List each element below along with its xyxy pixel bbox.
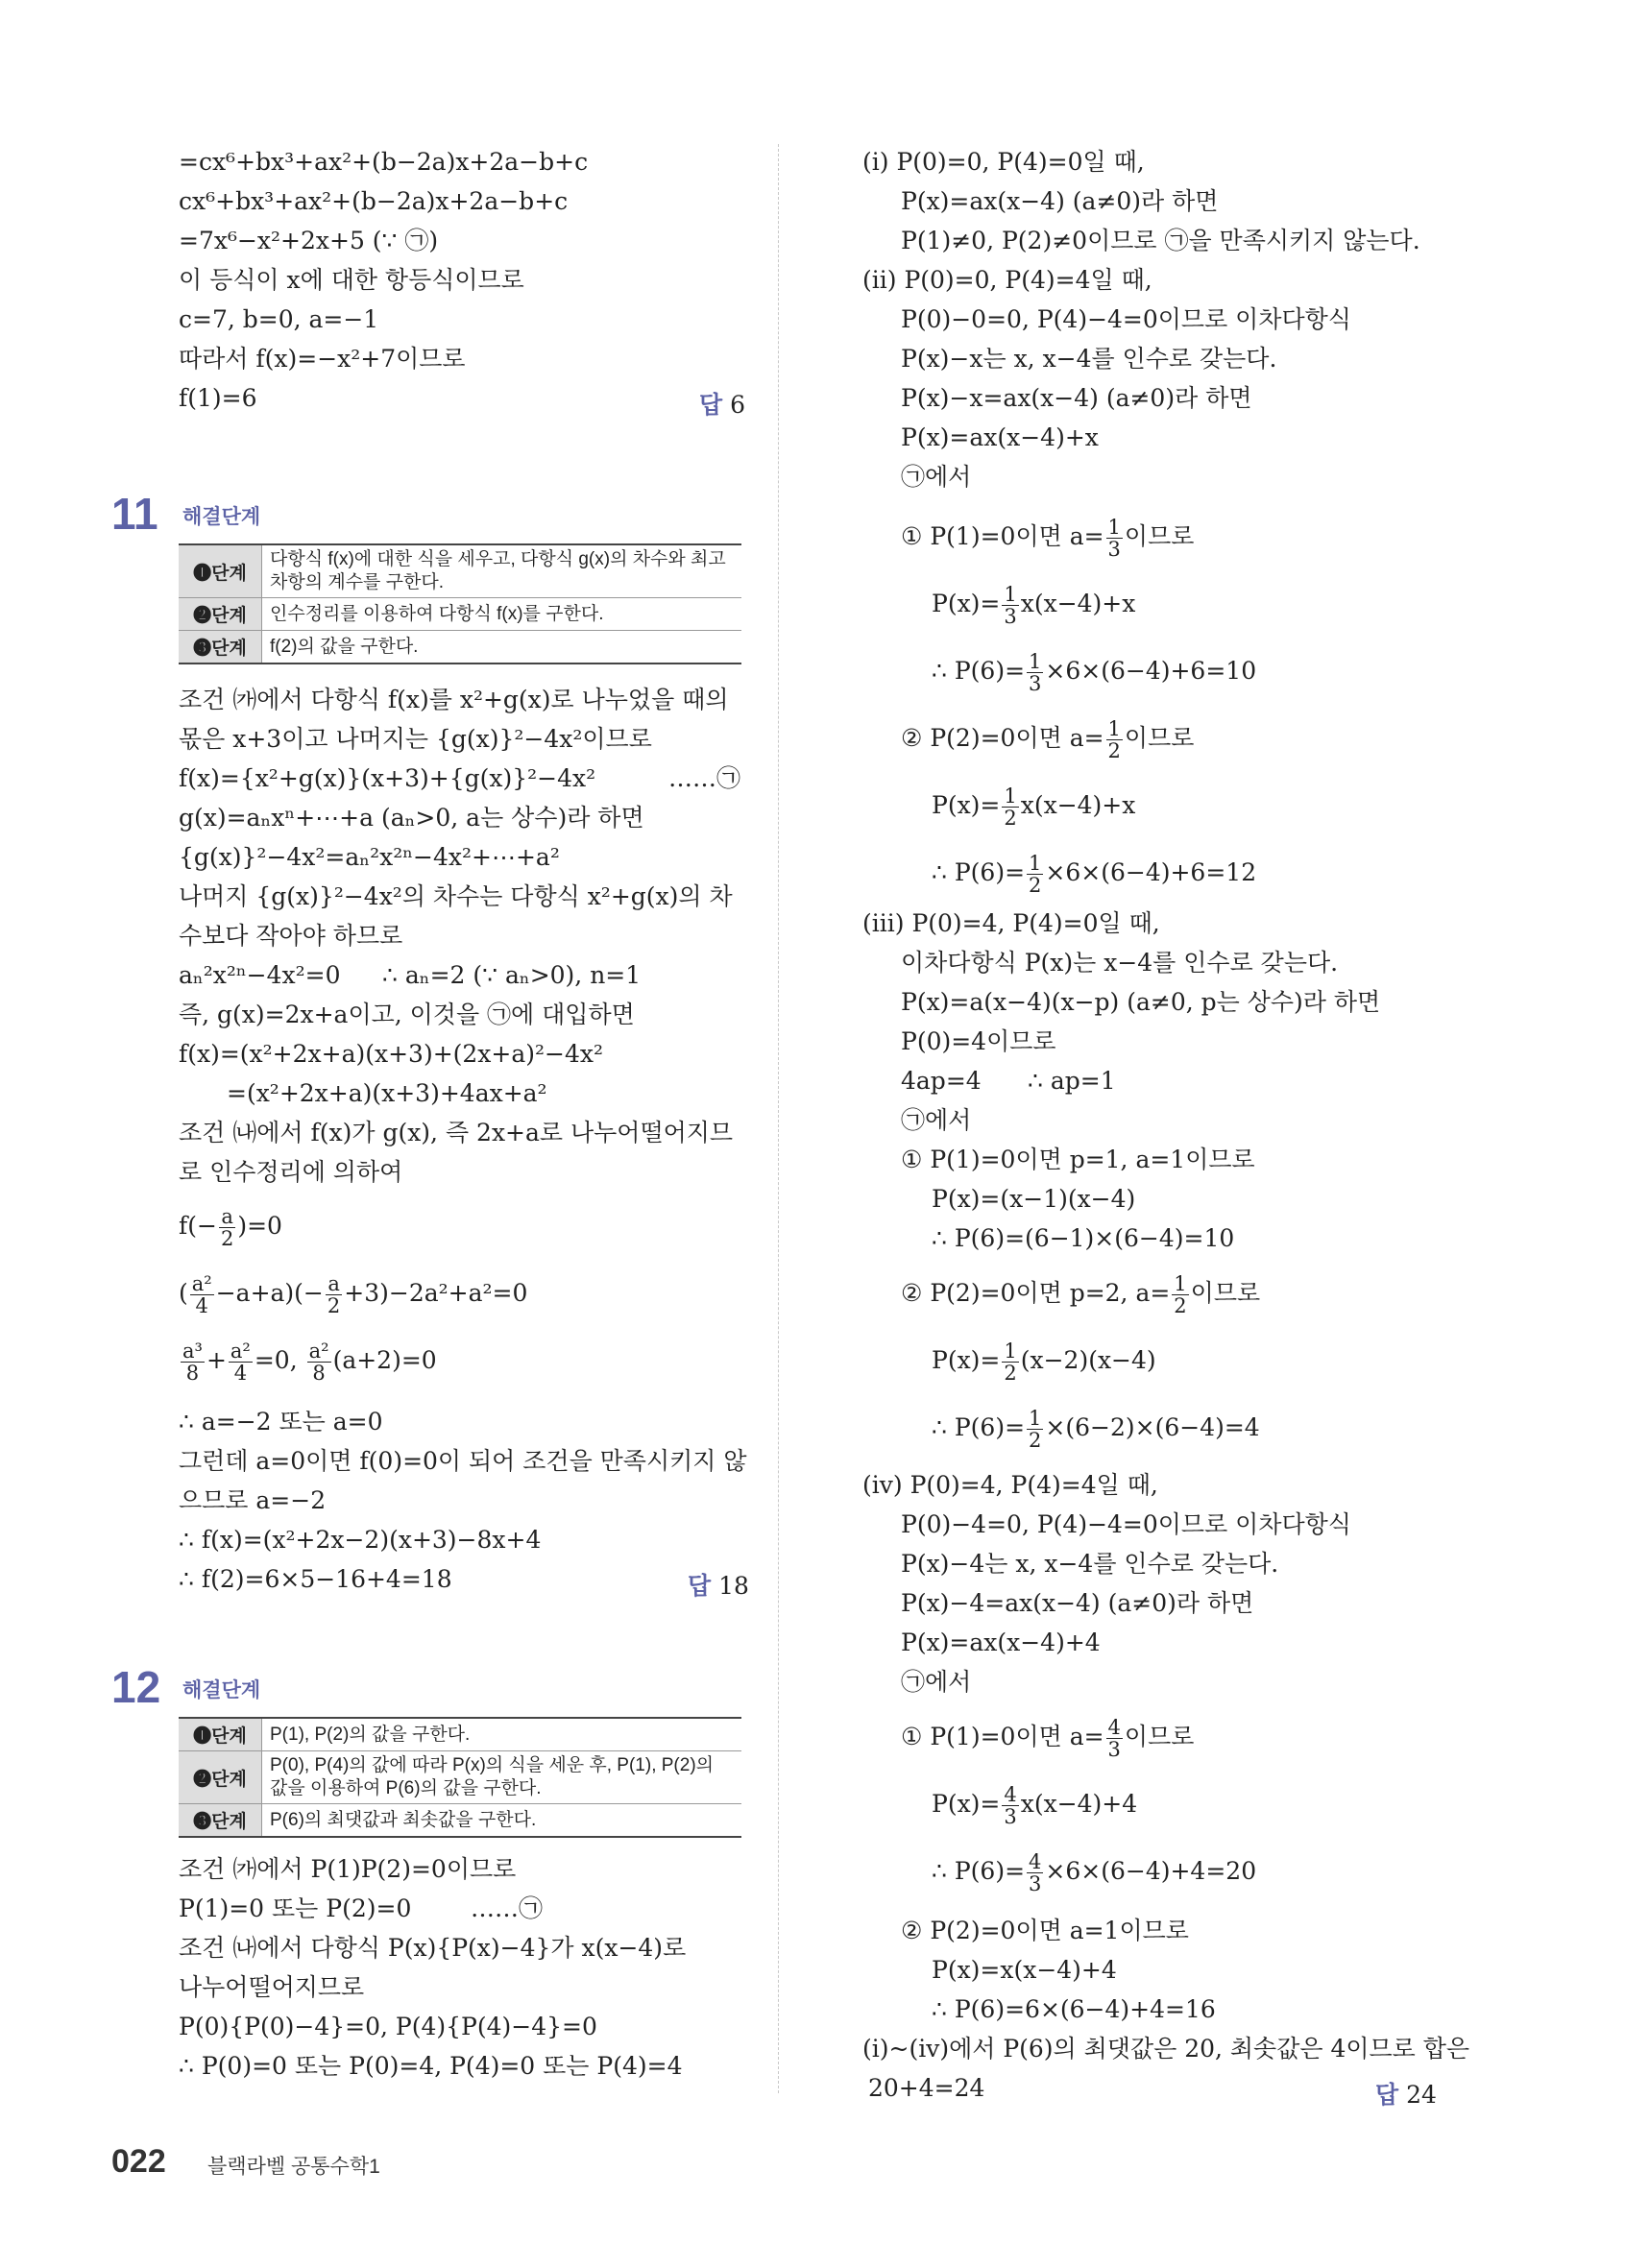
text-line: P(0)=4이므로 <box>901 1027 1056 1055</box>
text-line: ∴ P(6)=(6−1)×(6−4)=10 <box>932 1224 1235 1252</box>
fraction-line: ① P(1)=0이면 a= $\frac{1}{3}$ 이므로 <box>901 516 1195 561</box>
text-line: ∴ f(x)=(x²+2x−2)(x+3)−8x+4 <box>179 1526 542 1554</box>
fraction-line: ∴ P(6)= $\frac{1}{2}$ ×6×(6−4)+6=12 <box>932 852 1257 897</box>
case-heading: (ⅲ) P(0)=4, P(4)=0일 때, <box>862 909 1160 937</box>
text-line: P(0)−0=0, P(4)−4=0이므로 이차다항식 <box>901 305 1351 333</box>
text-line: 로 인수정리에 의하여 <box>179 1158 403 1186</box>
stage-label: ❸단계 <box>179 1804 262 1838</box>
text-line: 조건 ㈎에서 P(1)P(2)=0이므로 <box>179 1855 517 1883</box>
text-line: P(x)−4는 x, x−4를 인수로 갖는다. <box>901 1550 1279 1578</box>
fraction-line: ∴ P(6)= $\frac{1}{3}$ ×6×(6−4)+6=10 <box>932 650 1257 695</box>
stage-label: ❷단계 <box>179 598 262 631</box>
fraction-line: ∴ P(6)= $\frac{1}{2}$ ×(6−2)×(6−4)=4 <box>932 1407 1260 1452</box>
problem-number: 11 <box>111 489 158 539</box>
stage-label: ❸단계 <box>179 631 262 664</box>
text-line: 조건 ㈏에서 다항식 P(x){P(x)−4}가 x(x−4)로 <box>179 1934 687 1962</box>
stage-label: ❷단계 <box>179 1751 262 1804</box>
text-line: 이 등식이 x에 대한 항등식이므로 <box>179 266 524 294</box>
case-heading: (ⅳ) P(0)=4, P(4)=4일 때, <box>862 1471 1158 1499</box>
fraction-equation: f(− $\frac{a}{2}$ )=0 <box>179 1205 282 1250</box>
text-line: P(0){P(0)−4}=0, P(4){P(4)−4}=0 <box>179 2013 597 2040</box>
text-line: =7x⁶−x²+2x+5 (∵ ㉠) <box>179 227 439 254</box>
text-line: 즉, g(x)=2x+a이고, 이것을 ㉠에 대입하면 <box>179 1001 635 1028</box>
text-line: {g(x)}²−4x²=aₙ²x²ⁿ−4x²+⋯+a² <box>179 843 560 871</box>
answer: 답 18 <box>688 1572 749 1600</box>
text-line: cx⁶+bx³+ax²+(b−2a)x+2a−b+c <box>179 187 569 215</box>
text-line: P(x)−x=ax(x−4) (a≠0)라 하면 <box>901 384 1252 412</box>
fraction-line: P(x)= $\frac{1}{2}$ (x−2)(x−4) <box>932 1339 1156 1385</box>
fraction-line: ② P(2)=0이면 p=2, a= $\frac{1}{2}$ 이므로 <box>901 1272 1261 1317</box>
text-line: P(x)=ax(x−4) (a≠0)라 하면 <box>901 187 1219 215</box>
text-line: c=7, b=0, a=−1 <box>179 305 379 333</box>
text-line: ① P(1)=0이면 p=1, a=1이므로 <box>901 1146 1255 1173</box>
text-line: P(x)−x는 x, x−4를 인수로 갖는다. <box>901 345 1277 373</box>
steps-row <box>179 1804 741 1838</box>
stage-label: ❶단계 <box>179 544 262 598</box>
steps-row <box>179 544 741 598</box>
text-line: P(0)−4=0, P(4)−4=0이므로 이차다항식 <box>901 1510 1351 1538</box>
text-line: P(x)=x(x−4)+4 <box>932 1956 1117 1984</box>
text-line: ∴ f(2)=6×5−16+4=18 <box>179 1565 452 1593</box>
text-line: =(x²+2x+a)(x+3)+4ax+a² <box>227 1079 547 1107</box>
text-line: P(x)=ax(x−4)+4 <box>901 1629 1101 1656</box>
answer: 답 6 <box>699 391 746 419</box>
text-line: ㉠에서 <box>901 463 972 491</box>
text-line: P(x)=a(x−4)(x−p) (a≠0, p는 상수)라 하면 <box>901 988 1381 1016</box>
steps-title: 해결단계 <box>182 1679 261 1701</box>
steps-title: 해결단계 <box>182 506 261 528</box>
text-line: =cx⁶+bx³+ax²+(b−2a)x+2a−b+c <box>179 148 589 176</box>
text-line: ② P(2)=0이면 a=1이므로 <box>901 1917 1189 1944</box>
text-line: ∴ aₙ=2 (∵ aₙ>0), n=1 <box>382 961 642 989</box>
text-line: 나누어떨어지므로 <box>179 1973 365 2001</box>
text-line: P(x)−4=ax(x−4) (a≠0)라 하면 <box>901 1589 1254 1617</box>
steps-row <box>179 1751 741 1804</box>
text-line: 따라서 f(x)=−x²+7이므로 <box>179 345 466 373</box>
conclusion-line: 20+4=24 <box>868 2074 985 2102</box>
text-line: 몫은 x+3이고 나머지는 {g(x)}²−4x²이므로 <box>179 725 652 753</box>
fraction-line: ① P(1)=0이면 a= $\frac{4}{3}$ 이므로 <box>901 1716 1195 1761</box>
text-line: f(x)=(x²+2x+a)(x+3)+(2x+a)²−4x² <box>179 1040 604 1068</box>
text-line: ㉠에서 <box>901 1106 972 1134</box>
steps-row <box>179 1718 741 1751</box>
book-title: 블랙라벨 공통수학1 <box>207 2156 380 2178</box>
text-line: aₙ²x²ⁿ−4x²=0 <box>179 961 341 989</box>
text-line: 이차다항식 P(x)는 x−4를 인수로 갖는다. <box>901 949 1339 977</box>
case-heading: (ⅱ) P(0)=0, P(4)=4일 때, <box>862 266 1152 294</box>
text-line: f(1)=6 <box>179 384 257 412</box>
stage-desc: P(1), P(2)의 값을 구한다. <box>262 1718 742 1751</box>
fraction-line: P(x)= $\frac{1}{3}$ x(x−4)+x <box>932 583 1136 628</box>
answer: 답 24 <box>1375 2081 1437 2109</box>
fraction-line: ∴ P(6)= $\frac{4}{3}$ ×6×(6−4)+4=20 <box>932 1850 1257 1895</box>
text-line: 조건 ㈏에서 f(x)가 g(x), 즉 2x+a로 나누어떨어지므 <box>179 1119 734 1146</box>
text-line: f(x)={x²+g(x)}(x+3)+{g(x)}²−4x² <box>179 764 596 792</box>
column-divider <box>778 144 779 2093</box>
text-line: ∴ ap=1 <box>1028 1067 1116 1095</box>
text-line: P(1)≠0, P(2)≠0이므로 ㉠을 만족시키지 않는다. <box>901 227 1420 254</box>
stage-desc: P(0), P(4)의 값에 따라 P(x)의 식을 세운 후, P(1), P(2)의 값을 이용하여 P(6)의 값을 구한다. <box>262 1751 742 1804</box>
stage-desc: P(6)의 최댓값과 최솟값을 구한다. <box>262 1804 742 1838</box>
text-line: 수보다 작아야 하므로 <box>179 922 403 950</box>
stage-desc: 인수정리를 이용하여 다항식 f(x)를 구한다. <box>262 598 742 631</box>
conclusion-line: (ⅰ)~(ⅳ)에서 P(6)의 최댓값은 20, 최솟값은 4이므로 합은 <box>862 2035 1470 2063</box>
text-line: g(x)=aₙxⁿ+⋯+a (aₙ>0, a는 상수)라 하면 <box>179 804 644 832</box>
fraction-line: P(x)= $\frac{4}{3}$ x(x−4)+4 <box>932 1783 1138 1828</box>
fraction-equation: $\frac{\text{a³}}{8}$ + $\frac{\text{a²}}{4}$ =0, $\frac{\text{a²}}{8}$ (a+2)=0 <box>182 1339 437 1385</box>
problem-number: 12 <box>111 1662 161 1712</box>
case-heading: (ⅰ) P(0)=0, P(4)=0일 때, <box>862 148 1145 176</box>
steps-row <box>179 631 741 664</box>
page-number: 022 <box>111 2143 166 2180</box>
equation-marker: ……㉠ <box>668 764 741 792</box>
text-line: ㉠에서 <box>901 1668 972 1696</box>
fraction-equation: ( $\frac{\text{a²}}{4}$ −a+a)(− $\frac{a}{2}$ +3)−2a²+a²=0 <box>179 1272 528 1317</box>
steps-table <box>179 1717 741 1838</box>
stage-label: ❶단계 <box>179 1718 262 1751</box>
text-line: P(1)=0 또는 P(2)=0 <box>179 1894 412 1922</box>
stage-desc: 다항식 f(x)에 대한 식을 세우고, 다항식 g(x)의 차수와 최고차항의 계수를 구한다. <box>262 544 742 598</box>
fraction-line: ② P(2)=0이면 a= $\frac{1}{2}$ 이므로 <box>901 717 1195 762</box>
equation-marker: ……㉠ <box>471 1894 544 1922</box>
text-line: 으므로 a=−2 <box>179 1486 327 1514</box>
text-line: 나머지 {g(x)}²−4x²의 차수는 다항식 x²+g(x)의 차 <box>179 882 733 910</box>
text-line: P(x)=ax(x−4)+x <box>901 423 1099 451</box>
steps-table <box>179 543 741 664</box>
stage-desc: f(2)의 값을 구한다. <box>262 631 742 664</box>
text-line: ∴ P(0)=0 또는 P(0)=4, P(4)=0 또는 P(4)=4 <box>179 2052 683 2080</box>
text-line: ∴ a=−2 또는 a=0 <box>179 1408 383 1436</box>
fraction-line: P(x)= $\frac{1}{2}$ x(x−4)+x <box>932 784 1136 830</box>
text-line: 그런데 a=0이면 f(0)=0이 되어 조건을 만족시키지 않 <box>179 1447 747 1475</box>
steps-row <box>179 598 741 631</box>
text-line: ∴ P(6)=6×(6−4)+4=16 <box>932 1995 1216 2023</box>
text-line: 조건 ㈎에서 다항식 f(x)를 x²+g(x)로 나누었을 때의 <box>179 686 729 713</box>
text-line: 4ap=4 <box>901 1067 982 1095</box>
text-line: P(x)=(x−1)(x−4) <box>932 1185 1136 1213</box>
